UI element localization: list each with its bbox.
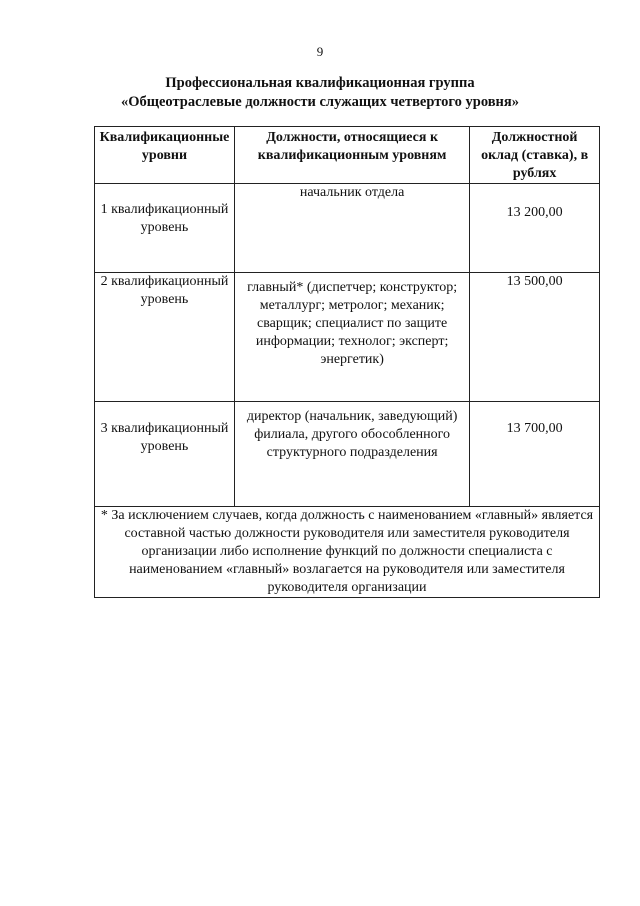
positions-cell: начальник отдела bbox=[234, 184, 469, 273]
table-row bbox=[95, 273, 600, 402]
salary-cell: 13 700,00 bbox=[470, 402, 600, 507]
header-positions: Должности, относящиеся к квалификационным уровням bbox=[234, 127, 469, 184]
table-row bbox=[95, 402, 600, 507]
footnote: * За исключением случаев, когда должность с наименованием «главный» является составной частью должности руководителя или заместителя руководителя организации либо исполнение функций по должности специалиста с наименованием «главный» возлагается на руководителя или заместителя руководителя организации bbox=[95, 507, 600, 598]
footnote-row bbox=[95, 507, 600, 598]
document-title bbox=[0, 74, 640, 112]
positions-cell: главный* (диспетчер; конструктор; металлург; метролог; механик; сварщик; специалист по защите информации; технолог; эксперт; энергетик) bbox=[234, 273, 469, 402]
qualification-level: 3 квалификационный уровень bbox=[95, 402, 235, 507]
table-header-row bbox=[95, 127, 600, 184]
page-number: 9 bbox=[316, 44, 324, 59]
positions-cell: директор (начальник, заведующий) филиала, другого обособленного структурного подразделения bbox=[234, 402, 469, 507]
qualification-level: 2 квалификационный уровень bbox=[95, 273, 235, 402]
salary-cell: 13 200,00 bbox=[470, 184, 600, 273]
header-qualification-levels: Квалификационные уровни bbox=[95, 127, 235, 184]
header-salary: Должностной оклад (ставка), в рублях bbox=[470, 127, 600, 184]
table-row bbox=[95, 184, 600, 273]
qualification-level: 1 квалификационный уровень bbox=[95, 184, 235, 273]
title-line-2: «Общеотраслевые должности служащих четвертого уровня» bbox=[120, 94, 520, 110]
qualification-table bbox=[94, 126, 600, 598]
title-line-1: Профессиональная квалификационная группа bbox=[165, 75, 475, 91]
salary-cell: 13 500,00 bbox=[470, 273, 600, 402]
